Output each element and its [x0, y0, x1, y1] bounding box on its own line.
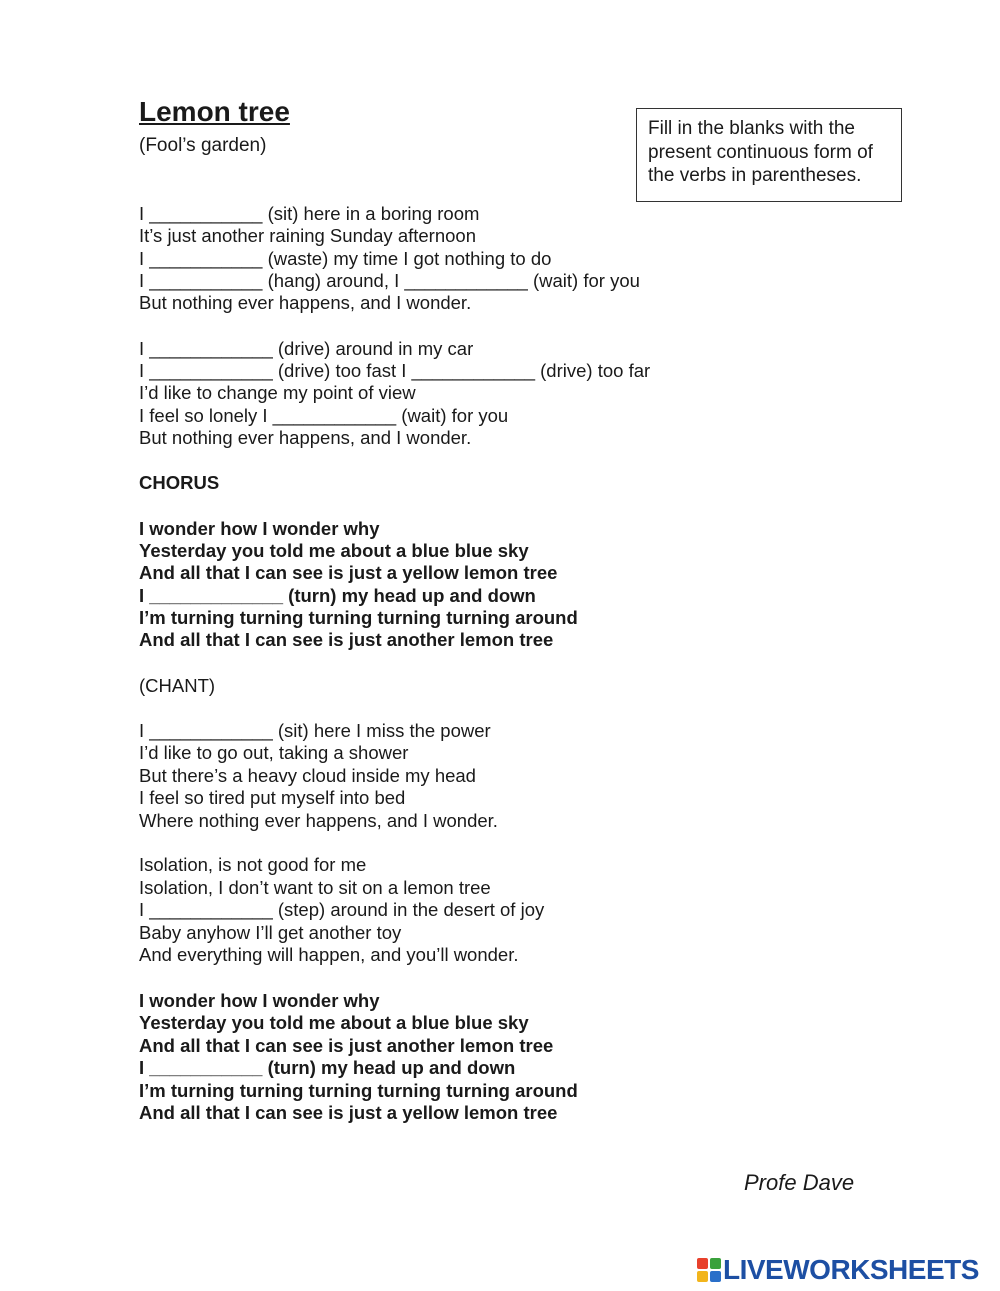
chorus-line: I’m turning turning turning turning turning around — [139, 1080, 578, 1101]
worksheet-title: Lemon tree — [139, 96, 290, 127]
lyric-line: I ____________ (step) around in the desert of joy — [139, 899, 545, 920]
liveworksheets-logo[interactable] — [697, 1255, 979, 1285]
lyric-line: I’d like to change my point of view — [139, 382, 416, 403]
chorus-line: Yesterday you told me about a blue blue sky — [139, 1012, 529, 1033]
brand-name: LIVEWORKSHEETS — [723, 1254, 979, 1285]
logo-grid-icon — [697, 1258, 721, 1282]
lyric-line: I ____________ (drive) too fast I ____________ (drive) too far — [139, 360, 651, 381]
chorus-line: And all that I can see is just another lemon tree — [139, 1035, 554, 1056]
chorus-line: I’m turning turning turning turning turning around — [139, 607, 578, 628]
lyric-line: It’s just another raining Sunday afternoon — [139, 225, 476, 246]
author-signature: Profe Dave — [744, 1170, 855, 1195]
chorus-line: And all that I can see is just a yellow lemon tree — [139, 1102, 558, 1123]
chorus-line: And all that I can see is just another lemon tree — [139, 629, 554, 650]
chant-heading: (CHANT) — [139, 675, 216, 696]
instructions-box: Fill in the blanks with the present continuous form of the verbs in parentheses. — [636, 108, 902, 202]
lyric-line: But nothing ever happens, and I wonder. — [139, 427, 472, 448]
chorus-line: I wonder how I wonder why — [139, 990, 380, 1011]
logo-square-icon — [710, 1258, 721, 1269]
lyric-line: I’d like to go out, taking a shower — [139, 742, 409, 763]
chorus-line: Yesterday you told me about a blue blue sky — [139, 540, 529, 561]
lyric-line: Baby anyhow I’ll get another toy — [139, 922, 402, 943]
song-artist: (Fool’s garden) — [139, 135, 267, 156]
logo-square-icon — [697, 1271, 708, 1282]
lyric-line: But there’s a heavy cloud inside my head — [139, 765, 476, 786]
logo-square-icon — [697, 1258, 708, 1269]
lyric-line: Isolation, is not good for me — [139, 854, 367, 875]
lyric-line: I feel so tired put myself into bed — [139, 787, 406, 808]
lyric-line: Where nothing ever happens, and I wonder. — [139, 810, 498, 831]
lyric-line: I ___________ (sit) here in a boring room — [139, 203, 480, 224]
lyric-line: Isolation, I don’t want to sit on a lemon tree — [139, 877, 491, 898]
chorus-line: And all that I can see is just a yellow lemon tree — [139, 562, 558, 583]
chorus-line: I _____________ (turn) my head up and down — [139, 585, 536, 606]
logo-square-icon — [710, 1271, 721, 1282]
chorus-line: I ___________ (turn) my head up and down — [139, 1057, 516, 1078]
lyric-line: And everything will happen, and you’ll wonder. — [139, 944, 519, 965]
lyric-line: But nothing ever happens, and I wonder. — [139, 292, 472, 313]
lyric-line: I ___________ (hang) around, I ____________ (wait) for you — [139, 270, 640, 291]
lyric-line: I ___________ (waste) my time I got nothing to do — [139, 248, 552, 269]
lyric-line: I ____________ (drive) around in my car — [139, 338, 474, 359]
chorus-line: I wonder how I wonder why — [139, 518, 380, 539]
lyric-line: I ____________ (sit) here I miss the power — [139, 720, 491, 741]
chorus-heading: CHORUS — [139, 472, 220, 493]
lyric-line: I feel so lonely I ____________ (wait) for you — [139, 405, 509, 426]
